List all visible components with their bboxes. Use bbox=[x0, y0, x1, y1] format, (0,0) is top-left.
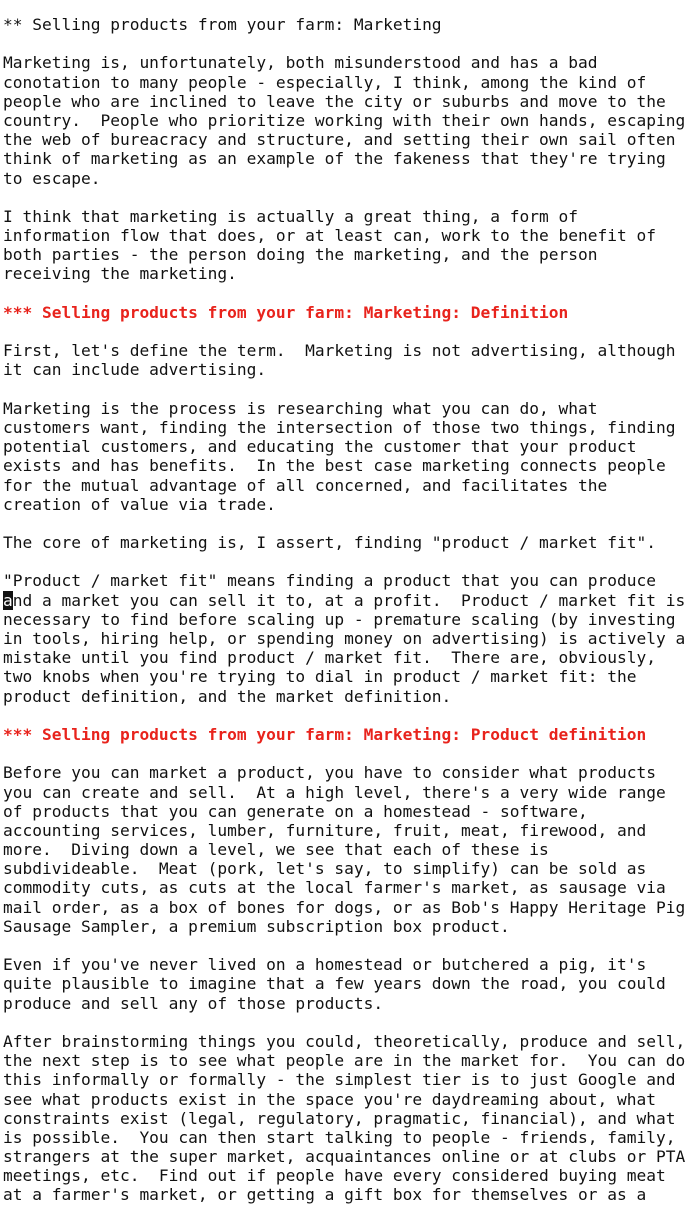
text-line bbox=[3, 552, 693, 571]
text-line: creation of value via trade. bbox=[3, 494, 276, 514]
text-line: it can include advertising. bbox=[3, 360, 267, 380]
section-heading-line: *** Selling products from your farm: Marketing: Definition bbox=[3, 302, 569, 322]
text-line bbox=[3, 744, 693, 763]
text-line: mistake until you find product / market fit. There are, obviously, bbox=[3, 648, 656, 668]
text-line bbox=[3, 514, 693, 533]
text-line: Marketing is, unfortunately, both misunderstood and has a bad bbox=[3, 53, 598, 73]
text-line: quite plausible to imagine that a few years down the road, you could bbox=[3, 974, 666, 994]
text-line: is possible. You can then start talking to people - friends, family, bbox=[3, 1127, 676, 1147]
section-heading-line: *** Selling products from your farm: Marketing: Product definition bbox=[3, 724, 647, 744]
cursor-line-text: nd a market you can sell it to, at a profit. Product / market fit is bbox=[12, 590, 686, 610]
text-line: First, let's define the term. Marketing is not advertising, although bbox=[3, 341, 676, 361]
text-line: customers want, finding the intersection of those two things, finding bbox=[3, 417, 676, 437]
text-editor-buffer[interactable] bbox=[3, 15, 693, 1205]
text-line: Before you can market a product, you have to consider what products bbox=[3, 763, 656, 783]
text-line bbox=[3, 706, 693, 725]
text-line: of products that you can generate on a homestead - software, bbox=[3, 801, 588, 821]
text-line bbox=[3, 34, 693, 53]
text-line bbox=[3, 322, 693, 341]
text-line: produce and sell any of those products. bbox=[3, 993, 384, 1013]
text-line: this informally or formally - the simplest tier is to just Google and bbox=[3, 1070, 676, 1090]
text-line: meetings, etc. Find out if people have every considered buying meat bbox=[3, 1166, 666, 1186]
text-line: two knobs when you're trying to dial in product / market fit: the bbox=[3, 667, 637, 687]
text-line: potential customers, and educating the customer that your product bbox=[3, 437, 637, 457]
text-line: the next step is to see what people are in the market for. You can do bbox=[3, 1051, 686, 1071]
text-line: country. People who prioritize working with their own hands, escaping bbox=[3, 110, 686, 130]
text-cursor: a bbox=[3, 590, 13, 610]
text-line: see what products exist in the space you're daydreaming about, what bbox=[3, 1089, 656, 1109]
text-line: to escape. bbox=[3, 168, 101, 188]
text-line: product definition, and the market definition. bbox=[3, 686, 452, 706]
text-line: exists and has benefits. In the best case marketing connects people bbox=[3, 456, 666, 476]
text-line: "Product / market fit" means finding a product that you can produce bbox=[3, 571, 656, 591]
text-line: conotation to many people - especially, I think, among the kind of bbox=[3, 72, 647, 92]
text-line: the web of bureacracy and structure, and setting their own sail often bbox=[3, 130, 676, 150]
text-line: subdivideable. Meat (pork, let's say, to simplify) can be sold as bbox=[3, 859, 647, 879]
text-line: at a farmer's market, or getting a gift box for themselves or as a bbox=[3, 1185, 647, 1205]
text-line: The core of marketing is, I assert, finding "product / market fit". bbox=[3, 533, 656, 553]
text-line: for the mutual advantage of all concerned, and facilitates the bbox=[3, 475, 608, 495]
text-line: strangers at the super market, acquaintances online or at clubs or PTA bbox=[3, 1147, 686, 1167]
text-line: you can create and sell. At a high level, there's a very wide range bbox=[3, 782, 666, 802]
cursor-line bbox=[3, 591, 693, 610]
text-line: Sausage Sampler, a premium subscription box product. bbox=[3, 916, 510, 936]
text-line: in tools, hiring help, or spending money on advertising) is actively a bbox=[3, 629, 686, 648]
text-line bbox=[3, 936, 693, 955]
text-line: After brainstorming things you could, theoretically, produce and sell, bbox=[3, 1031, 686, 1051]
text-line bbox=[3, 188, 693, 207]
text-line: think of marketing as an example of the fakeness that they're trying bbox=[3, 149, 666, 169]
text-line: information flow that does, or at least can, work to the benefit of bbox=[3, 226, 656, 246]
text-line bbox=[3, 284, 693, 303]
text-line: both parties - the person doing the marketing, and the person bbox=[3, 245, 598, 265]
text-line: accounting services, lumber, furniture, fruit, meat, firewood, and bbox=[3, 820, 647, 840]
text-line: commodity cuts, as cuts at the local farmer's market, as sausage via bbox=[3, 878, 666, 898]
text-line: necessary to find before scaling up - premature scaling (by investing bbox=[3, 609, 676, 629]
text-line: mail order, as a box of bones for dogs, or as Bob's Happy Heritage Pig bbox=[3, 897, 686, 917]
text-line: more. Diving down a level, we see that each of these is bbox=[3, 840, 549, 860]
text-line: ** Selling products from your farm: Marketing bbox=[3, 15, 442, 34]
text-line: I think that marketing is actually a great thing, a form of bbox=[3, 206, 578, 226]
text-line: Even if you've never lived on a homestead or butchered a pig, it's bbox=[3, 955, 647, 975]
text-line: receiving the marketing. bbox=[3, 264, 237, 284]
text-line: Marketing is the process is researching what you can do, what bbox=[3, 398, 598, 418]
text-line bbox=[3, 380, 693, 399]
text-line: constraints exist (legal, regulatory, pragmatic, financial), and what bbox=[3, 1108, 676, 1128]
text-line: people who are inclined to leave the city or suburbs and move to the bbox=[3, 91, 666, 111]
text-line bbox=[3, 1013, 693, 1032]
